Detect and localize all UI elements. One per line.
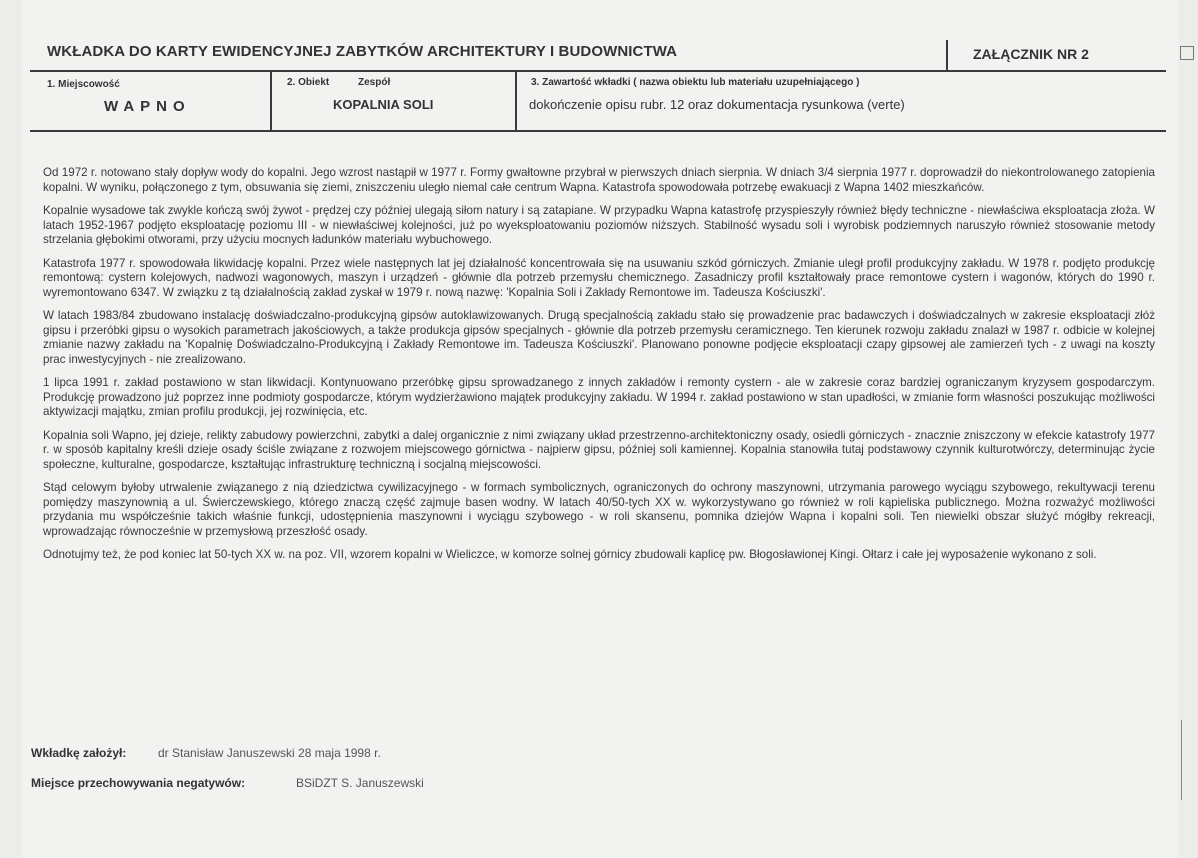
negatives-location-label: Miejsce przechowywania negatywów: — [31, 776, 246, 790]
fields-bottom-rule — [30, 130, 1166, 132]
contents-label: 3. Zawartość wkładki ( nazwa obiektu lub materiału uzupełniającego ) — [531, 77, 860, 88]
prepared-by-value: dr Stanisław Januszewski 28 maja 1998 r. — [158, 746, 381, 760]
header-annex-divider — [946, 40, 948, 70]
contents-value: dokończenie opisu rubr. 12 oraz dokumentacja rysunkowa (verte) — [529, 97, 905, 112]
form-title: WKŁADKA DO KARTY EWIDENCYJNEJ ZABYTKÓW ARCHITEKTURY I BUDOWNICTWA — [47, 43, 678, 60]
paragraph: Stąd celowym byłoby utrwalenie związanego z nią dziedzictwa cywilizacyjnego - w formach symbolicznych, ograniczonych do ochrony maszynowni, utrzymania parowego wyciągu szybowego, rekultywacji terenu pomiędzy maszynownią a ul. Świerczewskiego, którego znaczą część zajmuje basen wodny. W latach 40/50-tych XX w. wykorzystywano go również w roli kąpieliska publicznego. Można rozważyć możliwości przydania mu współcześnie takich właśnie funkcji, udostępnienia maszynowni i wyciągu szybowego - w roli skansenu, pomnika dziejów Wapna i kopalni soli. Ten niewielki obszar służyć mógłby rekreacji, wprowadzając równocześnie w przemysłową przeszłość osady. — [43, 481, 1155, 538]
locality-value: WAPNO — [104, 98, 191, 115]
edge-mark — [1181, 720, 1194, 800]
annex-number: ZAŁĄCZNIK NR 2 — [973, 46, 1089, 62]
paragraph: 1 lipca 1991 r. zakład postawiono w stan likwidacji. Kontynuowano przeróbkę gipsu sprowadzanego z innych zakładów i remonty cystern - ale w zakresie coraz bardziej ograniczanym kryzysem gospodarczym. Produkcję prowadzono już poprzez inne podmioty gospodarcze, którym wydzierżawiono majątek produkcyjny zakładu. W 1994 r. zakład postawiono w stan upadłości, w zmianie form własności poszukując możliwości aktywizacji majątku, zmian profilu produkcji, jej rozwinięcia, etc. — [43, 376, 1155, 418]
object-label: 2. Obiekt — [287, 77, 330, 88]
corner-mark — [1180, 46, 1194, 60]
paragraph: Katastrofa 1977 r. spowodowała likwidację kopalni. Przez wiele następnych lat jej działalność koncentrowała się na usuwaniu szkód górniczych. Zmianie uległ profil produkcyjny zakładu. W 1978 r. podjęto produkcję remontową: cystern kolejowych, nadwozi wagonowych, maszyn i urządzeń - głównie dla potrzeb przemysłu chemicznego. Zasadniczy profil kształtowały prace remontowe cystern i wagonów, których do 1990 r. wyremontowano 6347. W związku z tą działalnością zakład zyskał w 1979 r. nową nazwę: 'Kopalnia Soli i Zakłady Remontowe im. Tadeusza Kościuszki'. — [43, 256, 1155, 299]
negatives-location-value: BSiDZT S. Januszewski — [296, 776, 424, 790]
paragraph: Kopalnie wysadowe tak zwykle kończą swój żywot - prędzej czy później ulegają siłom natury i są zatapiane. W przypadku Wapna katastrofę przyspieszyły również błędy techniczne - niewłaściwa eksploatacja złoża. W latach 1952-1967 podjęto eksploatację poziomu III - w niewłaściwej kolejności, już po wyeksploatowaniu poziomów niższych. Stabilność wysadu soli i wyrobisk podziemnych naruszyło również stosowanie metody strzelania głębokimi otworami, przy użyciu mocnych ładunków materiału wybuchowego. — [43, 204, 1155, 246]
paragraph: Kopalnia soli Wapno, jej dzieje, relikty zabudowy powierzchni, zabytki a dalej organicznie z nimi związany układ przestrzenno-architektoniczny osady, osiedli górniczych - znacznie zniszczony w efekcie katastrofy 1977 r. w sposób kapitalny kreśli dzieje osady ściśle związane z rozwojem miejscowego górnictwa - najpierw gipsu, później soli kamiennej. Kopalnia stanowiła tutaj podstawowy czynnik kulturotwórczy, determinując życie społeczne, kulturalne, gospodarcze, kształtując infrastrukturę techniczną i socjalną miejscowości. — [43, 428, 1155, 471]
locality-label: 1. Miejscowość — [47, 79, 120, 90]
complex-label: Zespół — [358, 77, 391, 88]
description-text — [43, 166, 1155, 572]
paragraph: W latach 1983/84 zbudowano instalację doświadczalno-produkcyjną gipsów autoklawizowanych. Drugą specjalnością zakładu stało się prowadzenie prac badawczych i doświadczalnych w zakresie eksploatacji złóż gipsu i przeróbki gipsu o wysokich parametrach jakościowych, a także produkcja gipsów specjalnych - głównie dla potrzeb przemysłu ceramicznego. Ten kierunek rozwoju zakładu znalazł w 1987 r. odbicie w kolejnej zmianie nazwy zakładu na 'Kopalnię Doświadczalno-Produkcyjną i Zakłady Remontowe im. Tadeusza Kościuszki'. Planowano ponowne podjęcie eksploatacji czapy gipsowej ale zamierzeń tych - z uwagi na koszty prac inwestycyjnych - nie zrealizowano. — [43, 309, 1155, 366]
fields-divider-1 — [270, 70, 272, 130]
header-bottom-rule — [30, 70, 1166, 72]
left-margin-strip — [0, 0, 22, 858]
paragraph: Odnotujmy też, że pod koniec lat 50-tych XX w. na poz. VII, wzorem kopalni w Wieliczce, w komorze solnej górnicy zbudowali kaplicę pw. Błogosławionej Kingi. Ołtarz i całe jej wyposażenie wykonano z soli. — [43, 548, 1097, 561]
prepared-by-label: Wkładkę założył: — [31, 746, 127, 760]
paragraph: Od 1972 r. notowano stały dopływ wody do kopalni. Jego wzrost nastąpił w 1977 r. Formy gwałtowne przybrał w pierwszych dniach sierpnia. W dniach 3/4 sierpnia 1977 r. doprowadził do niekontrolowanego zatopienia kopalni. W wyniku, połączonego z tym, obsuwania się ziemi, zniszczeniu uległo niemal całe centrum Wapna. Katastrofa spowodowała potrzebę ewakuacji z Wapna 1402 mieszkańców. — [43, 166, 1155, 194]
fields-divider-2 — [515, 70, 517, 130]
object-value: KOPALNIA SOLI — [333, 97, 434, 112]
